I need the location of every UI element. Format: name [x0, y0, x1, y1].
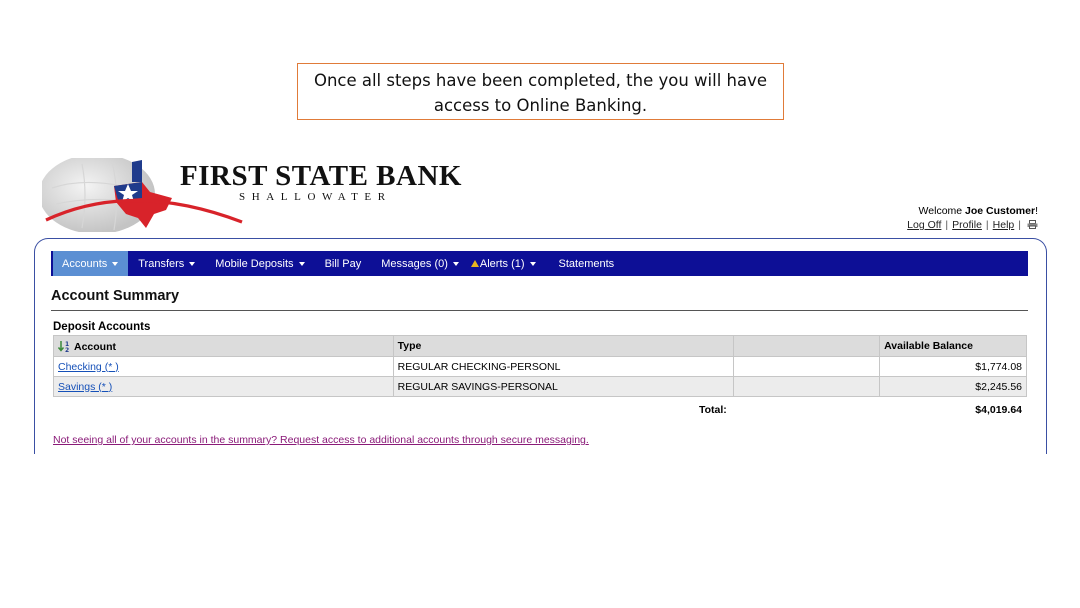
- type-cell: REGULAR SAVINGS-PERSONAL: [393, 377, 734, 397]
- nav-messages[interactable]: Messages (0): [371, 251, 469, 276]
- svg-text:2: 2: [65, 346, 70, 352]
- chevron-down-icon: [189, 262, 195, 266]
- page-title: Account Summary: [51, 288, 180, 304]
- section-title: Deposit Accounts: [53, 321, 151, 333]
- welcome-message: Welcome Joe Customer!: [918, 205, 1038, 217]
- request-access-link[interactable]: Not seeing all of your accounts in the summary? Request access to additional accounts through secure messaging.: [53, 434, 589, 446]
- blank-cell: [734, 377, 880, 397]
- header-links: [907, 219, 1038, 232]
- chevron-down-icon: [453, 262, 459, 266]
- nav-transfers[interactable]: Transfers: [128, 251, 205, 276]
- chevron-down-icon: [299, 262, 305, 266]
- warning-icon: [471, 260, 479, 267]
- link-separator: |: [1018, 219, 1021, 231]
- bank-name: FIRST STATE BANK: [180, 160, 462, 192]
- help-link[interactable]: Help: [992, 219, 1015, 231]
- table-row: [54, 357, 1027, 377]
- nav-accounts[interactable]: Accounts: [53, 251, 128, 276]
- type-cell: REGULAR CHECKING-PERSONL: [393, 357, 734, 377]
- svg-text:1: 1: [65, 340, 70, 348]
- column-header-account[interactable]: 1 2 Account: [54, 336, 394, 357]
- accounts-table: [53, 335, 1027, 397]
- account-link-checking[interactable]: Checking (* ): [58, 360, 119, 373]
- link-separator: |: [985, 219, 989, 231]
- chevron-down-icon: [530, 262, 536, 266]
- table-row: [54, 377, 1027, 397]
- account-link-savings[interactable]: Savings (* ): [58, 380, 113, 393]
- welcome-area: [907, 205, 1038, 232]
- account-cell: [54, 357, 394, 377]
- column-header-balance: Available Balance: [880, 336, 1027, 357]
- profile-link[interactable]: Profile: [952, 219, 982, 231]
- nav-alerts[interactable]: Alerts (1): [469, 251, 546, 276]
- blank-cell: [734, 357, 880, 377]
- sort-icon[interactable]: [58, 340, 72, 352]
- total-value: $4,019.64: [975, 404, 1022, 416]
- callout-line-1: Once all steps have been completed, the you will have: [313, 71, 768, 90]
- title-divider: [51, 310, 1028, 311]
- link-separator: |: [945, 219, 949, 231]
- callout-line-2: access to Online Banking.: [433, 96, 648, 115]
- balance-cell: $1,774.08: [880, 357, 1027, 377]
- nav-mobile-deposits[interactable]: Mobile Deposits: [205, 251, 314, 276]
- nav-bill-pay[interactable]: Bill Pay: [324, 257, 362, 270]
- bank-location: SHALLOWATER: [239, 191, 392, 203]
- user-name: Joe Customer: [965, 205, 1036, 217]
- balance-cell: $2,245.56: [880, 377, 1027, 397]
- panel-crop: [0, 454, 1080, 608]
- logoff-link[interactable]: Log Off: [907, 219, 942, 231]
- printer-icon[interactable]: [1027, 220, 1038, 229]
- chevron-down-icon: [112, 262, 118, 266]
- column-header-type: Type: [393, 336, 734, 357]
- total-label: Total:: [699, 404, 727, 416]
- account-cell: [54, 377, 394, 397]
- table-header-row: [54, 336, 1027, 357]
- main-nav: [51, 251, 1028, 276]
- nav-statements[interactable]: Statements: [558, 257, 615, 270]
- instruction-callout: [297, 63, 784, 120]
- column-header-blank: [734, 336, 880, 357]
